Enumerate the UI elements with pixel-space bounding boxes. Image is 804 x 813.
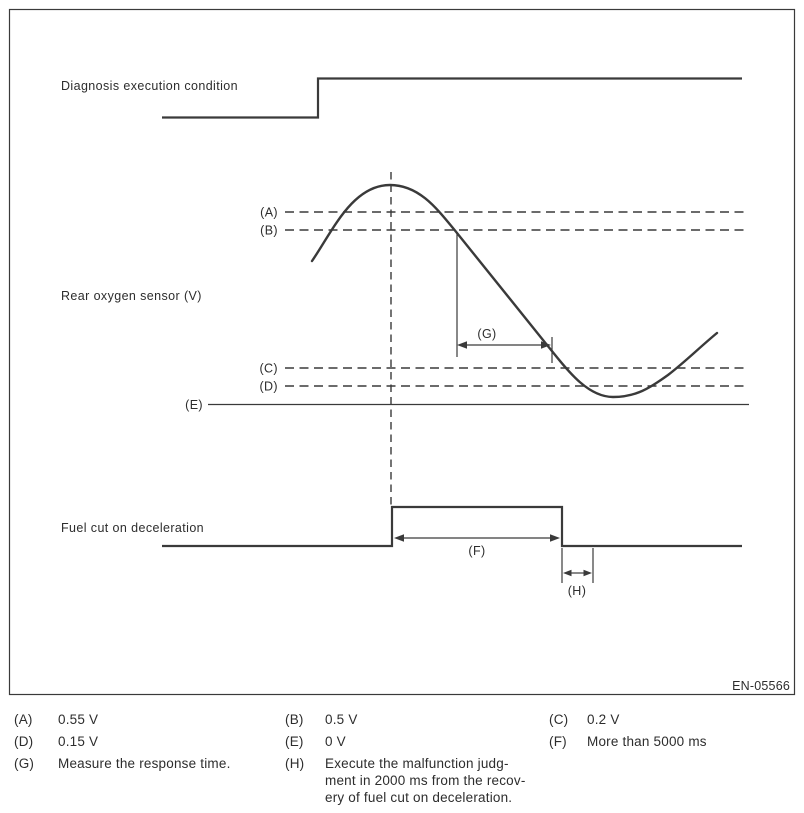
fuel-cut-signal-trace [162,507,742,546]
fuel-cut-label: Fuel cut on deceleration [61,521,205,535]
legend-value-f: More than 5000 ms [587,734,707,749]
judgment-window-label: (H) [567,584,587,598]
legend-value-b: 0.5 V [325,712,358,727]
threshold-label-a: (A) [260,205,278,220]
legend-key-a: (A) [14,712,33,727]
threshold-label-d: (D) [259,379,278,394]
legend-value-h-line2: ment in 2000 ms from the recov- [325,773,526,788]
legend-item-a [14,711,98,728]
figure-code: EN-05566 [732,679,790,693]
response-time-label: (G) [477,327,497,341]
legend-key-c: (C) [549,712,569,727]
legend-key-b: (B) [285,712,304,727]
legend-value-c: 0.2 V [587,712,620,727]
legend-item-d [14,733,98,750]
legend-key-d: (D) [14,734,34,749]
legend-key-g: (G) [14,756,35,771]
threshold-label-b: (B) [260,223,278,238]
diagnosis-signal-label: Diagnosis execution condition [61,79,238,93]
legend-value-a: 0.55 V [58,712,99,727]
legend-value-h-line3: ery of fuel cut on deceleration. [325,790,513,805]
threshold-label-c: (C) [259,361,278,376]
zero-label-e: (E) [185,398,203,412]
diagram-frame [10,10,795,695]
legend-value-d: 0.15 V [58,734,99,749]
legend-item-g [14,755,231,772]
response-time-arrow [457,341,551,349]
legend-item-c [549,711,620,728]
legend-key-h: (H) [285,756,305,771]
fuel-cut-duration-label: (F) [468,544,486,558]
legend-item-h [285,755,526,806]
legend-value-g: Measure the response time. [58,756,231,771]
legend-item-f [549,733,707,750]
legend-item-b [285,711,358,728]
legend-item-e [285,733,346,750]
oxygen-sensor-curve [312,185,717,397]
legend-key-f: (F) [549,734,567,749]
diagnosis-signal-trace [162,79,742,118]
oxygen-sensor-label: Rear oxygen sensor (V) [61,289,202,303]
legend-value-h [325,755,526,806]
judgment-window-arrow [563,570,592,576]
fuel-cut-duration-arrow [394,534,560,542]
legend-key-e: (E) [285,734,304,749]
legend-value-h-line1: Execute the malfunction judg- [325,756,509,771]
legend-value-e: 0 V [325,734,346,749]
